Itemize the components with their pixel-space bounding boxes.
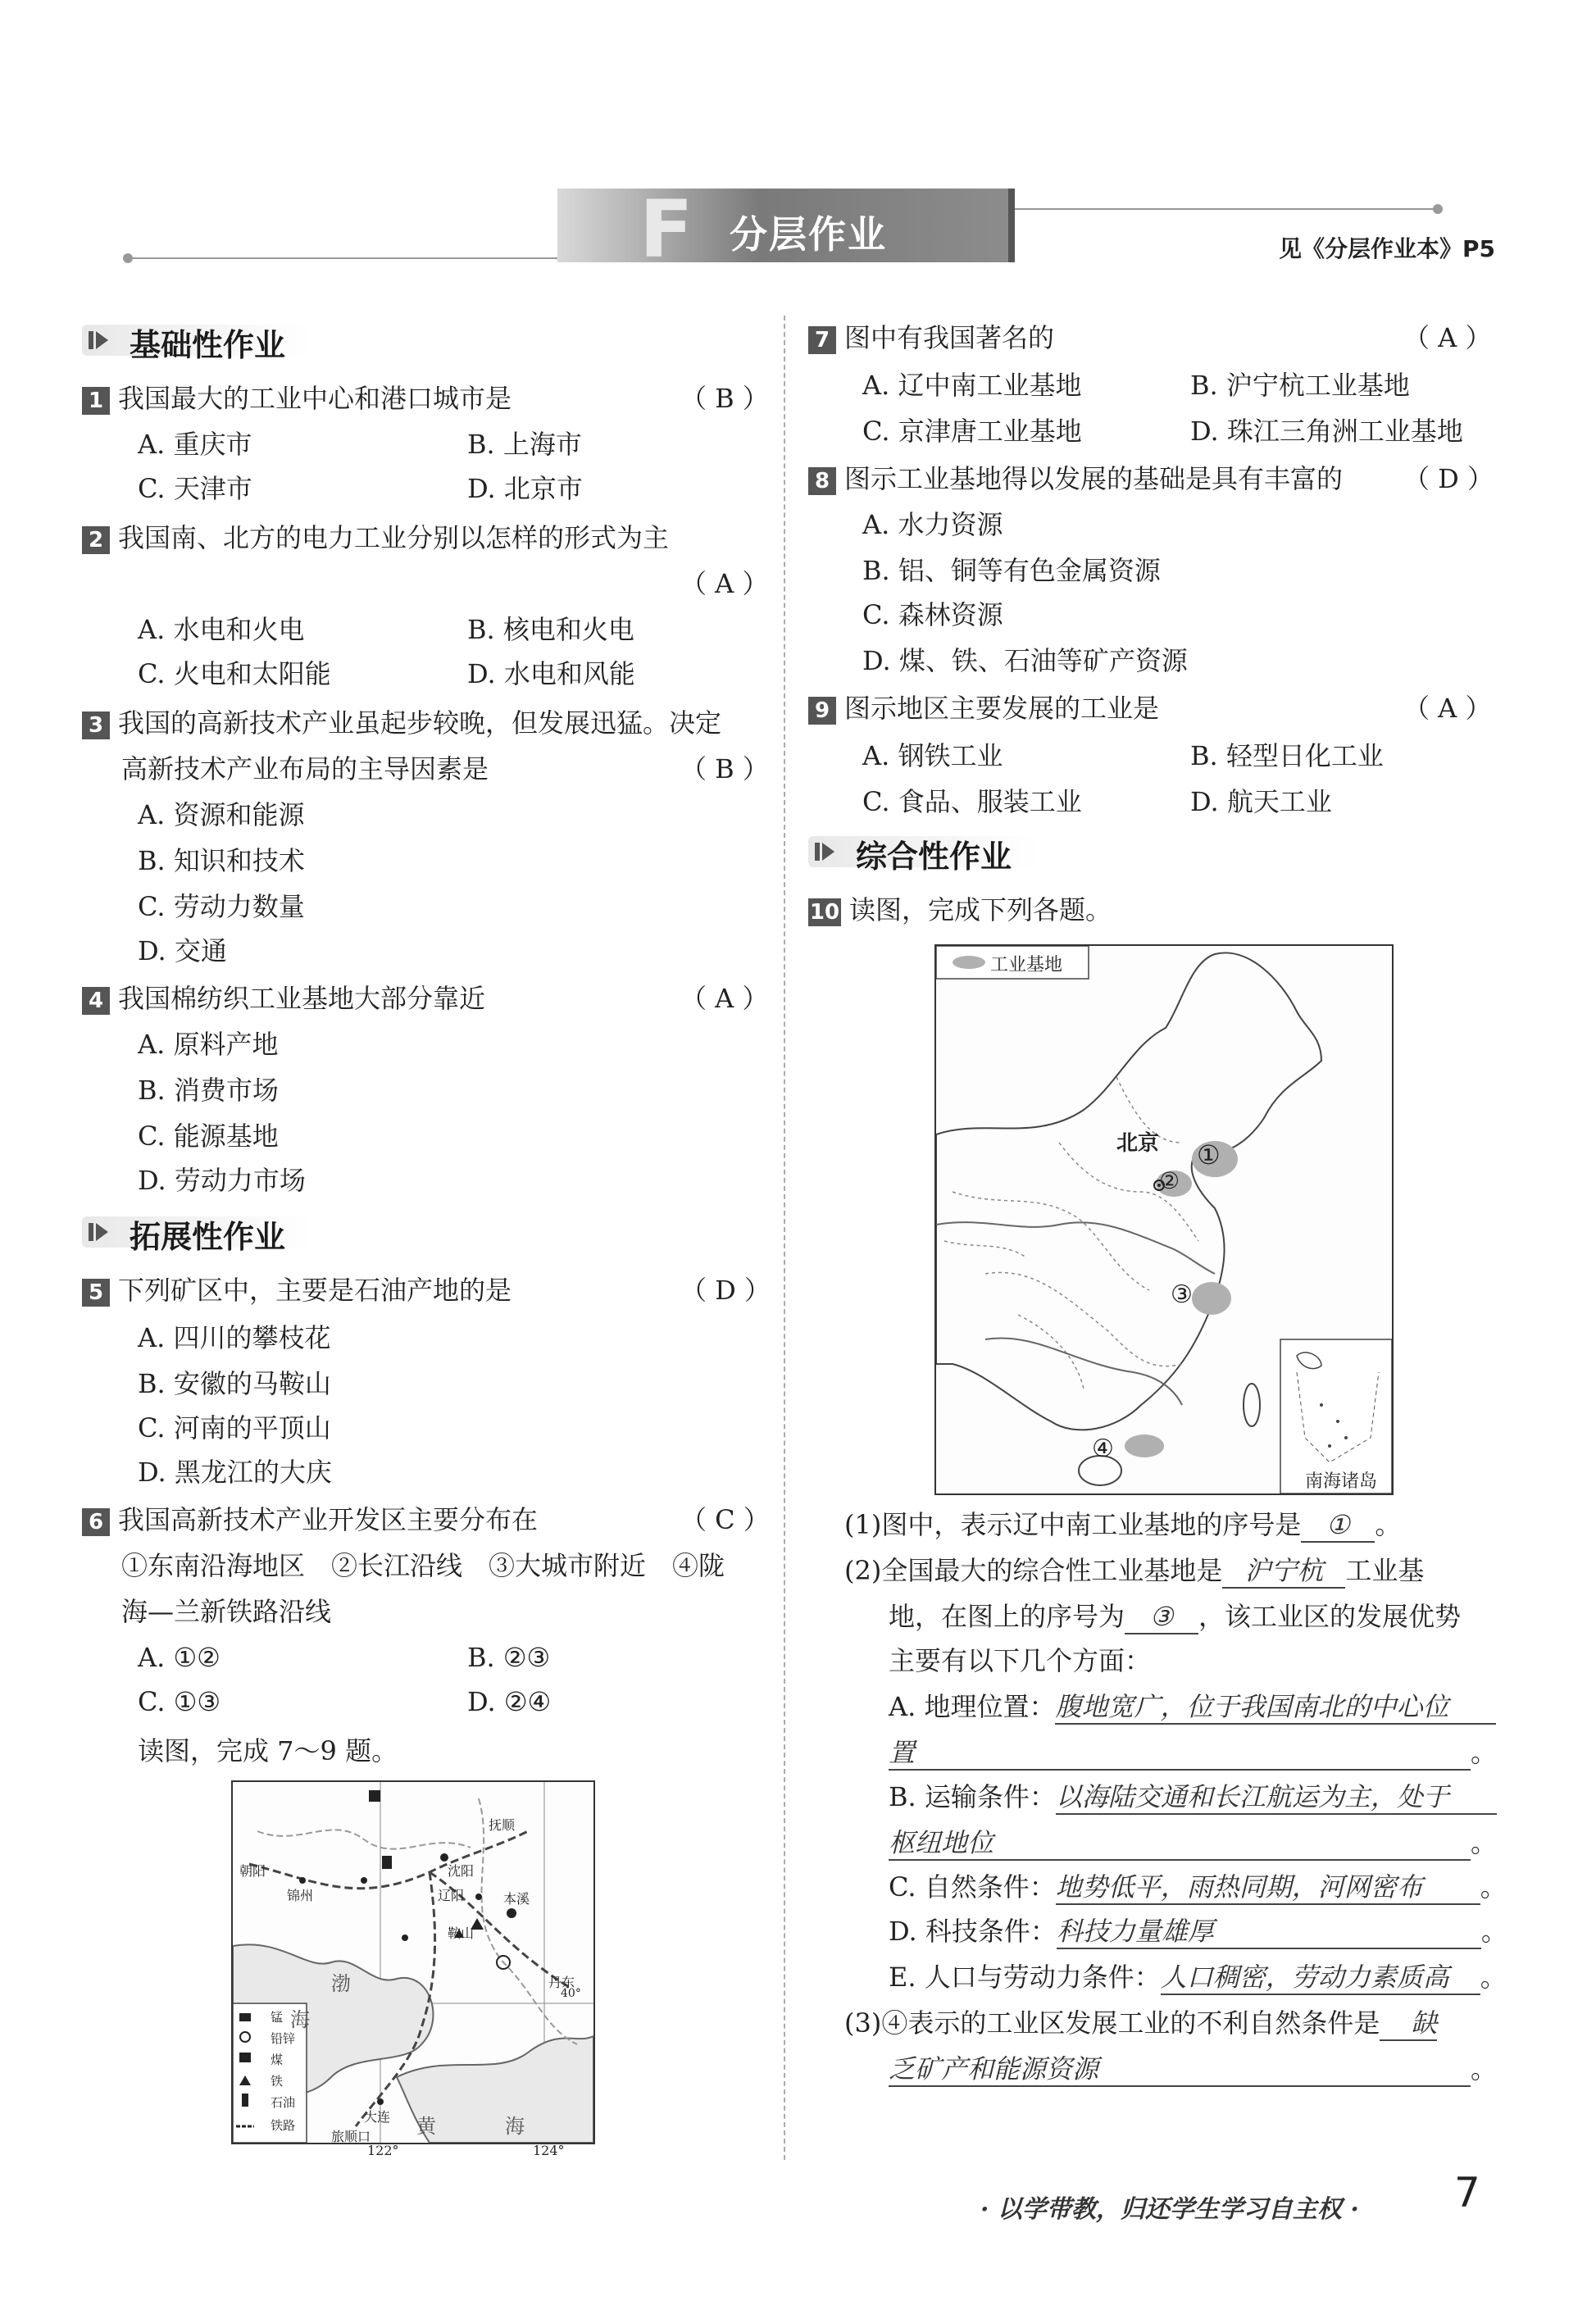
q1-stem: 1 我国最大的工业中心和港口城市是: [82, 382, 512, 415]
sea-bo: 渤: [331, 1972, 351, 1995]
q3-answer: （ B ）: [680, 753, 769, 784]
q2-answer: （ A ）: [680, 568, 769, 599]
sub2-line3: 主要有以下几个方面：: [889, 1645, 1152, 1676]
q4-answer: （ A ）: [680, 983, 769, 1014]
label-beijing: 北京: [1116, 1131, 1160, 1156]
legend-iron: 铁: [271, 2074, 284, 2089]
sub2-c-answer: 地势低平，雨热同期，河网密布: [1056, 1871, 1480, 1905]
q1-option-c: C. 天津市: [138, 473, 252, 504]
city-dandong: 丹东: [548, 1975, 575, 1990]
city-liaoyang: 辽阳: [438, 1888, 465, 1903]
city-fushun: 抚顺: [489, 1817, 516, 1833]
section-title: 基础性作业: [130, 327, 286, 363]
sea-huang: 黄: [416, 2115, 436, 2138]
marker-2: ②: [1159, 1167, 1180, 1194]
q2-option-b: B. 核电和火电: [467, 614, 634, 645]
q5-stem: 5 下列矿区中，主要是石油产地的是: [82, 1274, 512, 1307]
q8-option-b: B. 铝、铜等有色金属资源: [862, 555, 1161, 586]
marker-3: ③: [1171, 1280, 1193, 1309]
legend-oil: 石油: [271, 2095, 296, 2110]
q4-option-d: D. 劳动力市场: [138, 1165, 306, 1196]
sub2-line2: 地，在图上的序号为 ③ ，该工业区的发展优势: [889, 1600, 1461, 1634]
q8-option-a: A. 水力资源: [862, 509, 1003, 540]
q7-option-c: C. 京津唐工业基地: [862, 416, 1082, 447]
q5-answer: （ D ）: [680, 1275, 771, 1306]
sub2-answer-number: ③: [1125, 1600, 1198, 1634]
sub1: (1)图中，表示辽中南工业基地的序号是 ① 。: [844, 1508, 1401, 1543]
lon-122: 122°: [367, 2143, 399, 2158]
header-line-right: [1008, 208, 1435, 210]
q4-option-a: A. 原料产地: [138, 1029, 279, 1060]
arrow-icon: [87, 1220, 111, 1244]
city-jinzhou: 锦州: [287, 1888, 314, 1903]
label-nanhai: 南海诸岛: [1305, 1471, 1378, 1492]
section-extend: [82, 1210, 328, 1253]
marker-4: ④: [1092, 1434, 1114, 1463]
legend-coal: 煤: [271, 2053, 284, 2067]
header-dot-left: [123, 253, 133, 263]
q9-option-b: B. 轻型日化工业: [1190, 740, 1384, 771]
map-liaoning-drawing: [233, 1782, 593, 2143]
arrow-icon: [87, 328, 111, 352]
q7-answer: （ A ）: [1403, 322, 1492, 353]
q2-option-c: C. 火电和太阳能: [138, 658, 331, 689]
sub2-a-answer-cont: 置: [889, 1736, 1471, 1771]
q8-option-d: D. 煤、铁、石油等矿产资源: [862, 645, 1188, 676]
sub2-d-answer: 科技力量雄厚: [1057, 1915, 1481, 1949]
q3-option-d: D. 交通: [138, 935, 227, 966]
sub2-line1: (2)全国最大的综合性工业基地是 沪宁杭 工业基: [844, 1554, 1424, 1589]
city-chaoyang: 朝阳: [239, 1863, 266, 1879]
page-number: 7: [1454, 2169, 1480, 2216]
sub2-b-cont: 枢纽地位 。: [889, 1826, 1497, 1861]
sub2-c: C. 自然条件：地势低平，雨热同期，河网密布 。: [889, 1871, 1507, 1905]
map-china: [934, 944, 1394, 1495]
section-title: 拓展性作业: [130, 1219, 286, 1255]
legend-rail: 铁路: [271, 2118, 296, 2133]
q6-items-line2: 海—兰新铁路沿线: [121, 1596, 332, 1627]
q9-stem: 9 图示地区主要发展的工业是: [808, 692, 1159, 725]
q6-option-d: D. ②④: [467, 1686, 552, 1717]
q4-option-b: B. 消费市场: [138, 1075, 279, 1106]
city-lushunkou: 旅顺口: [331, 2129, 371, 2144]
city-anshan: 鞍山: [448, 1925, 475, 1941]
q9-option-c: C. 食品、服装工业: [862, 786, 1082, 817]
sub2-answer-base: 沪宁杭: [1222, 1554, 1345, 1589]
q5-option-c: C. 河南的平顶山: [138, 1412, 331, 1443]
legend-mn: 锰: [271, 2010, 284, 2025]
q1-answer: （ B ）: [680, 383, 769, 414]
sub2-b-answer: 以海陆交通和长江航运为主，处于: [1056, 1780, 1497, 1815]
q3-stem-line2: 高新技术产业布局的主导因素是: [121, 753, 489, 784]
lat-40: 40°: [561, 1987, 581, 2000]
q2-option-d: D. 水电和风能: [467, 658, 635, 689]
header-line-left: [131, 257, 557, 259]
sub3-cont: 乏矿产和能源资源 。: [889, 2053, 1497, 2087]
q3-option-a: A. 资源和能源: [138, 799, 305, 830]
q5-option-a: A. 四川的攀枝花: [138, 1322, 331, 1353]
city-benxi: 本溪: [503, 1891, 530, 1907]
q1-option-d: D. 北京市: [467, 473, 583, 504]
sub2-e-answer: 人口稠密，劳动力素质高: [1161, 1961, 1480, 1995]
banner-letter: F: [639, 184, 693, 275]
q6-option-b: B. ②③: [467, 1642, 551, 1673]
city-dalian: 大连: [364, 2109, 391, 2125]
footer-slogan: · 以学带教，归还学生学习自主权 ·: [980, 2195, 1359, 2224]
read-7-9: 读图，完成 7～9 题。: [138, 1735, 398, 1766]
sub2-b-answer-cont: 枢纽地位: [889, 1826, 1471, 1861]
q6-answer: （ C ）: [680, 1504, 770, 1535]
q6-option-c: C. ①③: [138, 1686, 221, 1717]
header-banner: [557, 184, 1015, 275]
sub3-answer: 缺: [1380, 2007, 1437, 2041]
header-dot-right: [1433, 204, 1443, 214]
q3-stem-line1: 3 我国的高新技术产业虽起步较晚，但发展迅猛。决定: [82, 707, 721, 739]
q8-answer: （ D ）: [1403, 463, 1494, 494]
arrow-icon: [813, 839, 838, 864]
section-title: 综合性作业: [856, 839, 1012, 875]
q9-option-a: A. 钢铁工业: [862, 740, 1003, 771]
sub2-a-answer: 腹地宽广，位于我国南北的中心位: [1055, 1690, 1496, 1725]
q3-option-b: B. 知识和技术: [138, 845, 305, 876]
q3-option-c: C. 劳动力数量: [138, 891, 305, 922]
map-liaoning: [231, 1780, 595, 2144]
q7-option-a: A. 辽中南工业基地: [862, 370, 1082, 401]
sub2-e: E. 人口与劳动力条件：人口稠密，劳动力素质高 。: [889, 1961, 1507, 1995]
q9-answer: （ A ）: [1403, 693, 1492, 724]
sub2-a: A. 地理位置：腹地宽广，位于我国南北的中心位: [889, 1690, 1496, 1725]
column-divider: [784, 316, 785, 2160]
section-basic: [82, 318, 328, 361]
q6-stem: 6 我国高新技术产业开发区主要分布在: [82, 1503, 538, 1536]
header-ref: 见《分层作业本》P5: [1279, 235, 1496, 262]
sub3-answer-cont: 乏矿产和能源资源: [889, 2053, 1471, 2087]
sub2-d: D. 科技条件：科技力量雄厚 。: [889, 1915, 1507, 1949]
q4-stem: 4 我国棉纺织工业基地大部分靠近: [82, 982, 485, 1015]
city-shenyang: 沈阳: [448, 1863, 475, 1879]
q2-stem: 2 我国南、北方的电力工业分别以怎样的形式为主: [82, 521, 669, 554]
sub2-a-cont: 置 。: [889, 1736, 1497, 1771]
q6-option-a: A. ①②: [138, 1642, 221, 1673]
sea-hai2: 海: [505, 2115, 525, 2138]
marker-1: ①: [1197, 1139, 1221, 1171]
sea-hai: 海: [290, 2008, 310, 2031]
q6-items-line1: ①东南沿海地区 ②长江沿线 ③大城市附近 ④陇: [121, 1550, 725, 1581]
q7-option-b: B. 沪宁杭工业基地: [1190, 370, 1410, 401]
q5-option-b: B. 安徽的马鞍山: [138, 1368, 331, 1399]
q5-option-d: D. 黑龙江的大庆: [138, 1457, 332, 1488]
q10-stem: 10 读图，完成下列各题。: [809, 894, 1112, 925]
legend-pbzn: 铅锌: [271, 2031, 296, 2046]
q7-option-d: D. 珠江三角洲工业基地: [1190, 416, 1463, 447]
sub3: (3)④表示的工业区发展工业的不利自然条件是 缺: [844, 2007, 1437, 2041]
map-china-drawing: [936, 946, 1392, 1493]
q1-option-a: A. 重庆市: [138, 429, 252, 460]
lon-124: 124°: [533, 2143, 565, 2158]
q8-option-c: C. 森林资源: [862, 599, 1003, 630]
q9-option-d: D. 航天工业: [1190, 786, 1332, 817]
sub1-answer: ①: [1301, 1508, 1375, 1543]
q4-option-c: C. 能源基地: [138, 1121, 279, 1152]
q8-stem: 8 图示工业基地得以发展的基础是具有丰富的: [808, 462, 1343, 495]
section-comprehensive: [808, 830, 1054, 875]
q7-stem: 7 图中有我国著名的: [808, 321, 1054, 354]
q1-option-b: B. 上海市: [467, 429, 582, 460]
banner-title: 分层作业: [730, 212, 887, 257]
legend-industrial-base: 工业基地: [990, 955, 1063, 975]
sub2-b: B. 运输条件：以海陆交通和长江航运为主，处于: [889, 1780, 1497, 1815]
q2-option-a: A. 水电和火电: [138, 614, 305, 645]
